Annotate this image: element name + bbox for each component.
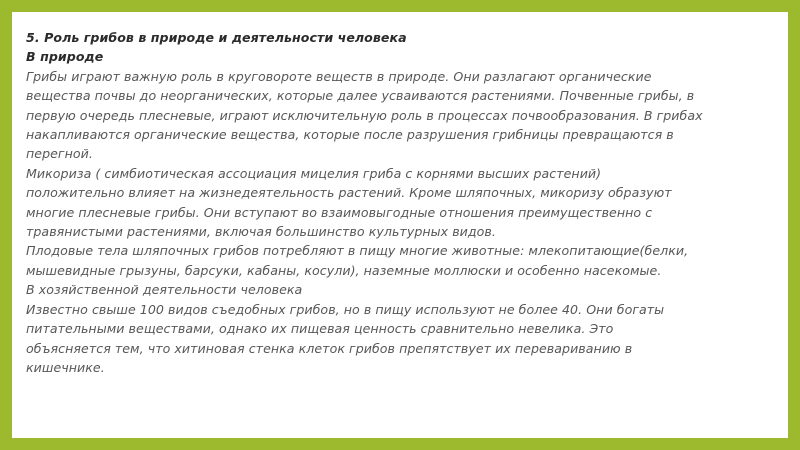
text-line-11: мышевидные грызуны, барсуки, кабаны, косули), наземные моллюски и особенно насекомые. bbox=[26, 262, 662, 278]
section-heading-nature: В природе bbox=[26, 49, 104, 65]
slide-text-block bbox=[26, 28, 772, 377]
text-line-1: Грибы играют важную роль в круговороте веществ в природе. Они разлагают органические bbox=[26, 68, 652, 84]
text-line-7: положительно влияет на жизнедеятельность растений. Кроме шляпочных, микоризу образуют bbox=[26, 185, 672, 201]
text-line-4: накапливаются органические вещества, которые после разрушения грибницы превращаются в bbox=[26, 127, 674, 143]
text-line-6: Микориза ( симбиотическая ассоциация мицелия гриба с корнями высших растений) bbox=[26, 165, 602, 181]
text-line-10: Плодовые тела шляпочных грибов потребляют в пищу многие животные: млекопитающие(белки, bbox=[26, 243, 689, 259]
slide-title: 5. Роль грибов в природе и деятельности человека bbox=[26, 30, 407, 45]
text-line-14: питательными веществами, однако их пищевая ценность сравнительно невелика. Это bbox=[26, 321, 614, 337]
text-line-3: первую очередь плесневые, играют исключительную роль в процессах почвообразования. В грибах bbox=[26, 107, 703, 123]
text-line-5: перегной. bbox=[26, 146, 93, 162]
text-line-8: многие плесневые грибы. Они вступают во взаимовыгодные отношения преимущественно с bbox=[26, 204, 653, 220]
text-line-16: кишечнике. bbox=[26, 359, 105, 375]
section-heading-human-activity: В хозяйственной деятельности человека bbox=[26, 282, 303, 298]
slide-content-area bbox=[12, 12, 788, 438]
text-line-15: объясняется тем, что хитиновая стенка клеток грибов препятствует их перевариванию в bbox=[26, 340, 633, 356]
text-line-9: травянистыми растениями, включая большинство культурных видов. bbox=[26, 224, 496, 240]
text-line-2: вещества почвы до неорганических, которые далее усваиваются растениями. Почвенные грибы, в bbox=[26, 88, 695, 104]
text-line-13: Известно свыше 100 видов съедобных грибов, но в пищу используют не более 40. Они богаты bbox=[26, 301, 665, 317]
